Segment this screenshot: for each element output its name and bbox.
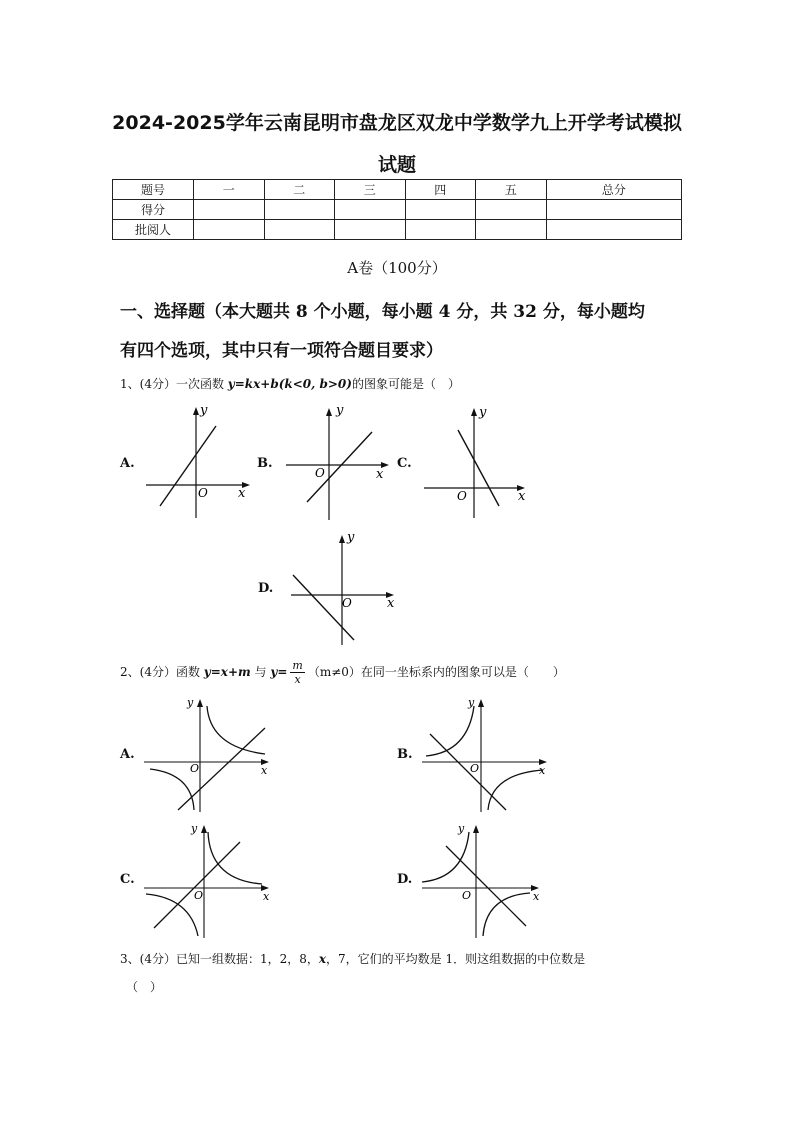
volume-heading: A卷（100分） <box>347 259 447 277</box>
y-label: y <box>336 403 344 418</box>
score-row-label: 得分 <box>113 200 194 220</box>
exam-title-line1: 2024-2025学年云南昆明市盘龙区双龙中学数学九上开学考试模拟 <box>112 112 682 134</box>
y-label: y <box>191 822 198 835</box>
q2-graph-c <box>140 818 275 940</box>
arrow-icon <box>326 408 332 416</box>
arrow-icon <box>193 407 199 415</box>
score-header-cell: 一 <box>194 180 265 200</box>
hyperbola-branch <box>207 706 265 754</box>
y-label: y <box>458 822 465 835</box>
function-line <box>154 842 240 928</box>
origin-label: O <box>194 889 204 902</box>
function-line <box>430 734 506 810</box>
score-cell <box>405 200 476 220</box>
score-row-label: 批阅人 <box>113 220 194 240</box>
score-cell <box>405 220 476 240</box>
option-b-label: B. <box>397 747 413 762</box>
score-header-cell: 四 <box>405 180 476 200</box>
hyperbola-branch <box>422 832 469 882</box>
q1-graph-b <box>280 398 400 523</box>
function-line <box>446 846 526 926</box>
section-heading-line1: 一、选择题（本大题共 8 个小题，每小题 4 分，共 32 分，每小题均 <box>120 302 645 322</box>
hyperbola-branch <box>150 769 194 810</box>
q1-graph-c <box>420 398 540 523</box>
score-cell <box>476 220 547 240</box>
score-header-cell: 总分 <box>546 180 682 200</box>
x-label: x <box>376 467 384 482</box>
score-cell <box>335 220 406 240</box>
question-text: 函数 <box>175 665 204 679</box>
score-cell <box>476 200 547 220</box>
score-cell <box>335 200 406 220</box>
variable: x <box>318 952 327 966</box>
option-b-label: B. <box>257 456 273 471</box>
question-number: 3、(4分） <box>120 952 176 966</box>
option-d-label: D. <box>258 581 274 596</box>
q1-graph-a <box>140 398 260 523</box>
score-header-cell: 题号 <box>113 180 194 200</box>
arrow-icon <box>478 699 484 707</box>
origin-label: O <box>457 489 467 503</box>
exam-title-line2: 试题 <box>377 154 416 176</box>
question-text: 与 <box>250 665 271 679</box>
option-c-label: C. <box>397 456 412 471</box>
hyperbola-branch <box>146 894 198 936</box>
score-table-header-row <box>113 180 682 200</box>
score-cell <box>194 200 265 220</box>
q2-graph-a <box>140 692 275 814</box>
option-a-label: A. <box>120 747 135 762</box>
arrow-icon <box>471 408 477 416</box>
arrow-icon <box>197 699 203 707</box>
condition: （m≠0） <box>307 665 361 679</box>
origin-label: O <box>198 486 208 500</box>
origin-label: O <box>462 889 472 902</box>
answer-paren: （ ） <box>126 980 163 994</box>
arrow-icon <box>339 535 345 543</box>
hyperbola-branch <box>426 706 474 756</box>
score-table <box>112 179 682 240</box>
fraction-denominator: x <box>294 673 301 686</box>
question-3 <box>120 950 585 967</box>
fraction-numerator: m <box>292 659 303 672</box>
hyperbola-branch <box>488 770 543 810</box>
y-label: y <box>347 530 355 545</box>
question-2 <box>120 659 565 686</box>
y-label: y <box>479 405 487 420</box>
formula-linear: y=x+m <box>203 665 251 679</box>
question-number: 1、(4分） <box>120 377 176 391</box>
formula-inverse-lhs: y= <box>270 665 288 679</box>
arrow-icon <box>473 825 479 833</box>
question-text: 在同一坐标系内的图象可以是（ ） <box>360 665 565 679</box>
origin-label: O <box>315 466 325 480</box>
fraction <box>290 659 304 686</box>
y-label: y <box>187 696 194 709</box>
arrow-icon <box>201 825 207 833</box>
option-c-label: C. <box>120 872 135 887</box>
origin-label: O <box>190 762 200 775</box>
score-cell <box>546 220 682 240</box>
question-text: 已知一组数据：1，2，8， <box>175 952 319 966</box>
y-label: y <box>200 403 208 418</box>
hyperbola-branch <box>208 832 262 884</box>
formula: y=kx+b(k<0, b>0) <box>227 377 352 391</box>
q2-graph-d <box>418 818 553 940</box>
x-label: x <box>263 890 270 903</box>
x-label: x <box>518 489 526 504</box>
score-header-cell: 三 <box>335 180 406 200</box>
q2-graph-b <box>418 692 553 814</box>
hyperbola-branch <box>483 893 530 936</box>
score-cell <box>264 220 335 240</box>
score-cell <box>264 200 335 220</box>
x-label: x <box>533 890 540 903</box>
question-text: 一次函数 <box>175 377 228 391</box>
question-text: 的图象可能是（ ） <box>351 377 460 391</box>
origin-label: O <box>342 596 352 610</box>
score-cell <box>546 200 682 220</box>
score-header-cell: 二 <box>264 180 335 200</box>
score-table-row <box>113 200 682 220</box>
option-d-label: D. <box>397 872 413 887</box>
score-table-row <box>113 220 682 240</box>
y-label: y <box>468 696 475 709</box>
section-heading-line2: 有四个选项，其中只有一项符合题目要求） <box>120 341 443 361</box>
question-text: ，7，它们的平均数是 1．则这组数据的中位数是 <box>326 952 586 966</box>
option-a-label: A. <box>120 456 135 471</box>
x-label: x <box>539 764 546 777</box>
question-1 <box>120 375 460 392</box>
x-label: x <box>261 764 268 777</box>
score-cell <box>194 220 265 240</box>
score-header-cell: 五 <box>476 180 547 200</box>
question-number: 2、(4分） <box>120 665 176 679</box>
x-label: x <box>238 486 246 501</box>
origin-label: O <box>470 762 480 775</box>
q1-graph-d <box>285 525 405 650</box>
x-label: x <box>387 596 395 611</box>
